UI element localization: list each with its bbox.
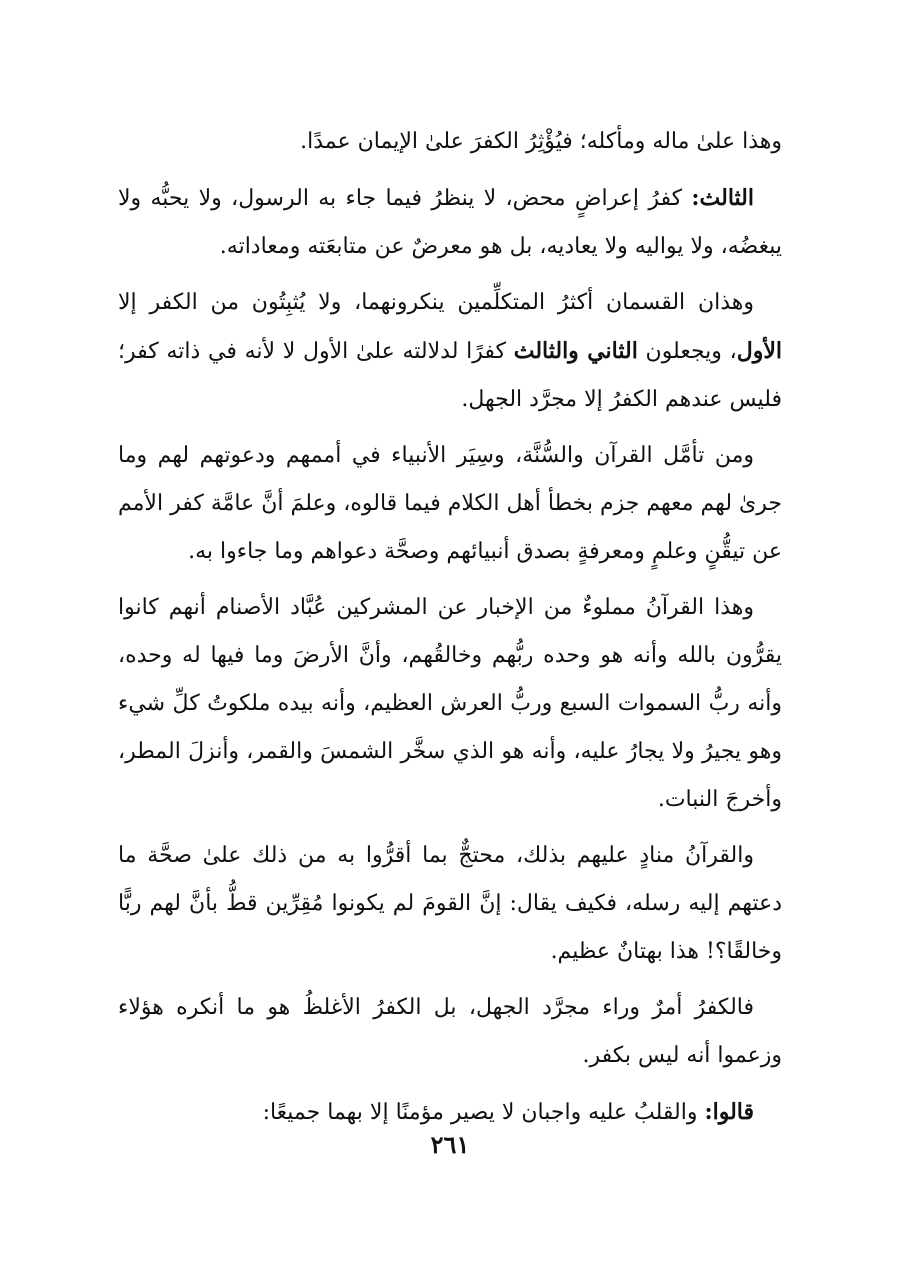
paragraph-7-text: فالكفرُ أمرٌ وراء مجرَّد الجهل، بل الكفرُ الأغلظُ هو ما أنكره هؤلاء وزعموا أنه ليس بكفر. — [118, 995, 782, 1068]
paragraph-1-text: وهذا علىٰ ماله ومأكله؛ فيُؤْثِرُ الكفرَ علىٰ الإيمان عمدًا. — [300, 129, 782, 154]
paragraph-5 — [118, 584, 782, 824]
paragraph-2-lead: الثالث: — [691, 185, 754, 211]
paragraph-1 — [118, 118, 782, 166]
paragraph-5-text: وهذا القرآنُ مملوءٌ من الإخبار عن المشركين عُبَّاد الأصنام أنهم كانوا يقرُّون بالله وأنه هو وحده ربُّهم وخالقُهم، وأنَّ الأرضَ وما فيها له وحده، وأنه ربُّ السموات السبع وربُّ العرش العظيم، وأنه بيده ملكوتُ كلِّ شيء وهو يجيرُ ولا يجارُ عليه، وأنه هو الذي سخَّر الشمسَ والقمر، وأنزلَ المطر، وأخرجَ النبات. — [118, 595, 782, 812]
paragraph-4-text: ومن تأمَّل القرآن والسُّنَّة، وسِيَر الأنبياء في أممهم ودعوتهم لهم وما جرىٰ لهم معهم جزم بخطأ أهل الكلام فيما قالوه، وعلمَ أنَّ عامَّة كفر الأمم عن تيقُّنٍ وعلمٍ ومعرفةٍ بصدق أنبيائهم وصحَّة دعواهم وما جاءوا به. — [118, 443, 782, 564]
paragraph-8-lead: قالوا: — [704, 1099, 754, 1125]
body-text — [118, 118, 782, 1145]
paragraph-8-text: والقلبُ عليه واجبان لا يصير مؤمنًا إلا بهما جميعًا: — [262, 1100, 705, 1125]
paragraph-4 — [118, 432, 782, 576]
paragraph-2 — [118, 174, 782, 271]
paragraph-3 — [118, 279, 782, 424]
paragraph-6-text: والقرآنُ منادٍ عليهم بذلك، محتجٌّ بما أقرُّوا به من ذلك علىٰ صحَّة ما دعتهم إليه رسله، فكيف يقال: إنَّ القومَ لم يكونوا مُقِرِّين قطُّ بأنَّ لهم ربًّا وخالقًا؟! هذا بهتانٌ عظيم. — [118, 843, 782, 964]
paragraph-2-text: كفرُ إعراضٍ محض، لا ينظرُ فيما جاء به الرسول، ولا يحبُّه ولا يبغضُه، ولا يواليه ولا يعاديه، بل هو معرضٌ عن متابعَته ومعاداته. — [118, 186, 782, 259]
paragraph-3-text-c: كفرًا لدلالته علىٰ الأول لا لأنه في ذاته كفر؛ فليس عندهم الكفرُ إلا مجرَّد الجهل. — [118, 339, 782, 412]
paragraph-3-text-b: ، ويجعلون — [637, 339, 737, 364]
paragraph-6 — [118, 832, 782, 976]
page-number: ٢٦١ — [430, 1130, 470, 1159]
paragraph-3-bold-b: الثاني والثالث — [513, 338, 638, 364]
paragraph-3-bold-a: الأول — [736, 338, 782, 364]
paragraph-7 — [118, 984, 782, 1080]
paragraph-3-text-a: وهذان القسمان أكثرُ المتكلِّمين ينكرونهما، ولا يُثبِتُون من الكفر إلا — [118, 290, 754, 315]
